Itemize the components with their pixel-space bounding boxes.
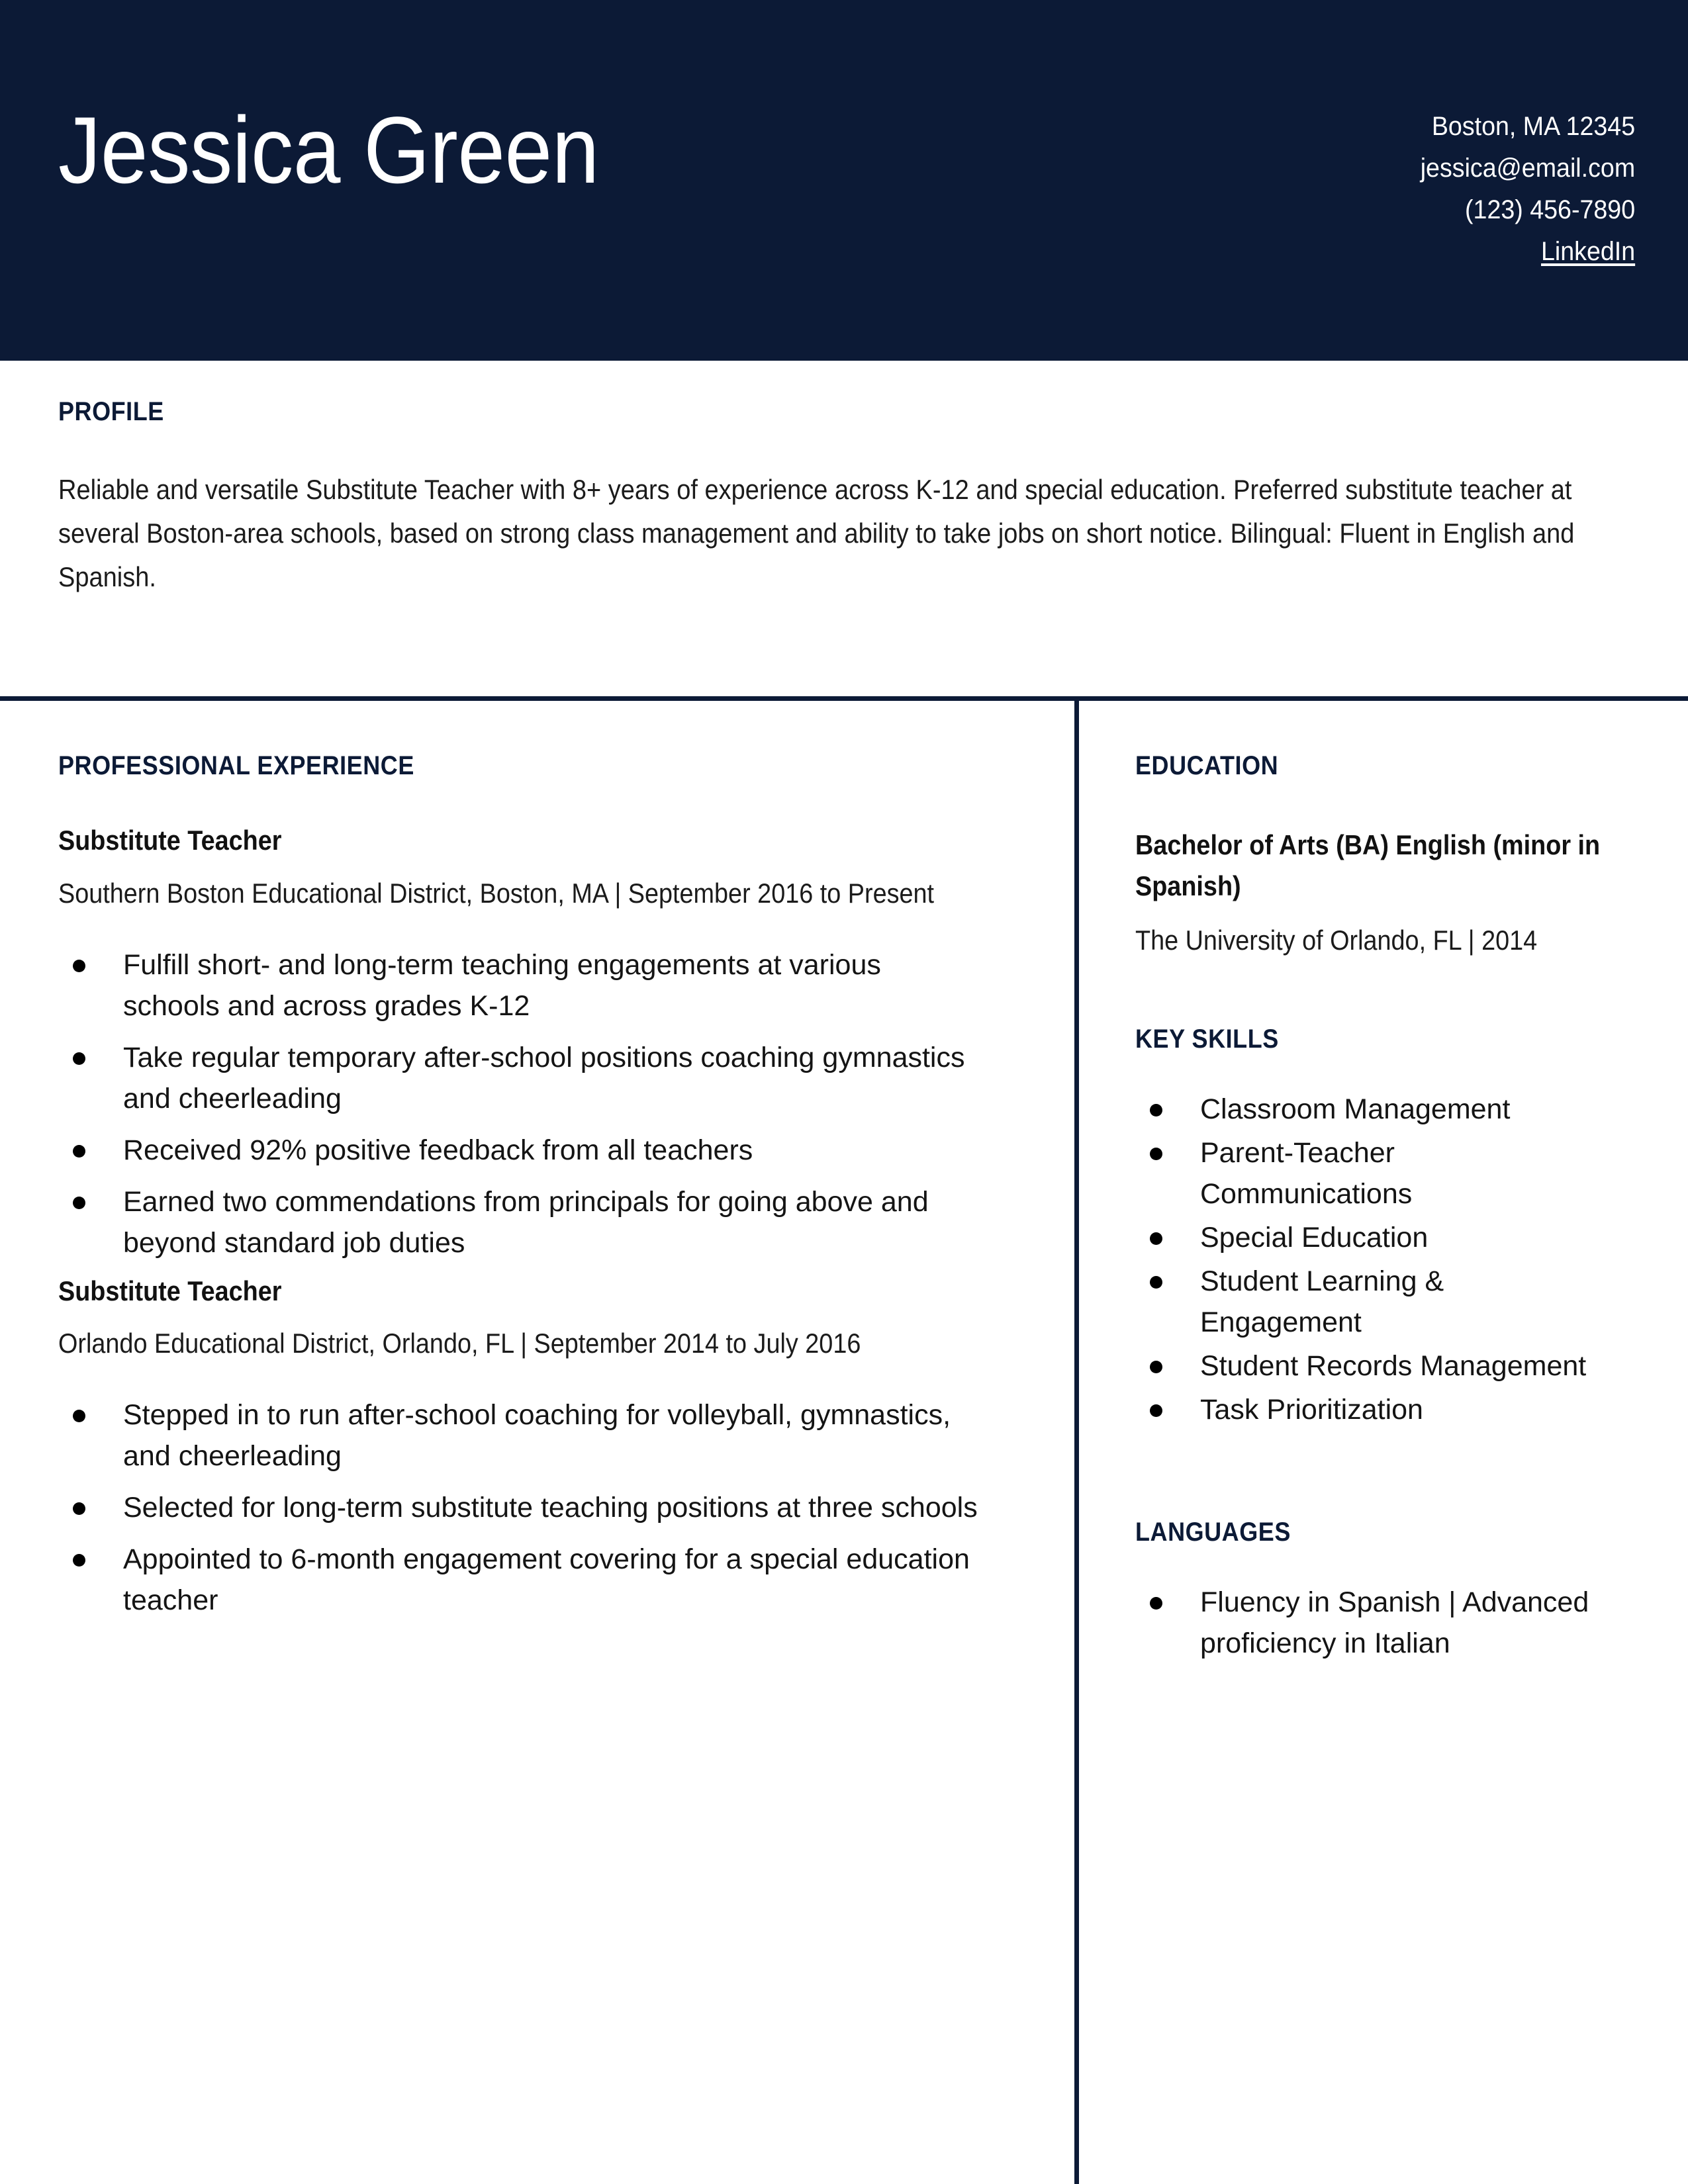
contact-email[interactable]: jessica@email.com (1420, 154, 1635, 183)
list-item: Fulfill short- and long-term teaching engagements at various schools and across grades K-12 (58, 944, 984, 1026)
job-bullet-list (58, 1394, 998, 1621)
job-bullet-list (58, 944, 998, 1263)
list-item: Parent-Teacher Communications (1135, 1132, 1599, 1214)
languages-heading: LANGUAGES (1135, 1518, 1291, 1547)
list-item: Take regular temporary after-school positions coaching gymnastics and cheerleading (58, 1037, 984, 1119)
contact-block (1421, 106, 1635, 273)
list-item: Fluency in Spanish | Advanced proficiency in Italian (1135, 1582, 1599, 1664)
key-skills-list (1135, 1089, 1599, 1430)
job-meta: Orlando Educational District, Orlando, FL | September 2014 to July 2016 (58, 1328, 861, 1359)
languages-list (1135, 1582, 1599, 1664)
profile-section (58, 397, 1601, 599)
experience-column (58, 751, 998, 1631)
job-meta: Southern Boston Educational District, Boston, MA | September 2016 to Present (58, 877, 935, 909)
education-degree: Bachelor of Arts (BA) English (minor in Spanish) (1135, 829, 1601, 901)
column-divider (1074, 701, 1079, 2184)
education-heading: EDUCATION (1135, 751, 1279, 780)
list-item: Classroom Management (1135, 1089, 1599, 1130)
list-item: Received 92% positive feedback from all teachers (58, 1130, 984, 1171)
education-school: The University of Orlando, FL | 2014 (1135, 925, 1538, 956)
list-item: Appointed to 6-month engagement covering for a special education teacher (58, 1539, 984, 1621)
list-item: Selected for long-term substitute teaching positions at three schools (58, 1487, 984, 1528)
contact-location: Boston, MA 12345 (1431, 112, 1635, 141)
list-item: Student Learning & Engagement (1135, 1261, 1599, 1343)
candidate-name: Jessica Green (58, 98, 599, 203)
list-item: Special Education (1135, 1217, 1599, 1258)
experience-heading: PROFESSIONAL EXPERIENCE (58, 751, 414, 780)
spacer (1135, 961, 1599, 1024)
list-item: Earned two commendations from principals for going above and beyond standard job duties (58, 1181, 984, 1263)
linkedin-link[interactable]: LinkedIn (1540, 237, 1635, 266)
key-skills-heading: KEY SKILLS (1135, 1024, 1279, 1054)
experience-entry (58, 823, 935, 914)
sidebar-column (1135, 751, 1599, 1666)
job-title: Substitute Teacher (58, 825, 282, 856)
horizontal-divider (0, 696, 1688, 701)
education-entry (1135, 825, 1601, 961)
job-title: Substitute Teacher (58, 1275, 282, 1306)
contact-phone[interactable]: (123) 456-7890 (1464, 195, 1635, 224)
header-inner (58, 0, 1635, 361)
resume-header (0, 0, 1688, 361)
list-item: Stepped in to run after-school coaching for volleyball, gymnastics, and cheerleading (58, 1394, 984, 1477)
list-item: Student Records Management (1135, 1345, 1599, 1387)
profile-heading: PROFILE (58, 397, 164, 426)
list-item: Task Prioritization (1135, 1389, 1599, 1430)
contact-linkedin-line (1421, 231, 1635, 273)
spacer (1135, 1433, 1599, 1518)
experience-entry (58, 1274, 904, 1365)
profile-summary-text: Reliable and versatile Substitute Teacher with 8+ years of experience across K-12 and special education. Preferred substitute teacher at several Boston-area schools, based on strong class management and ability to take jobs on short notice. Bilingual: Fluent in English and Spanish. (58, 474, 1575, 592)
